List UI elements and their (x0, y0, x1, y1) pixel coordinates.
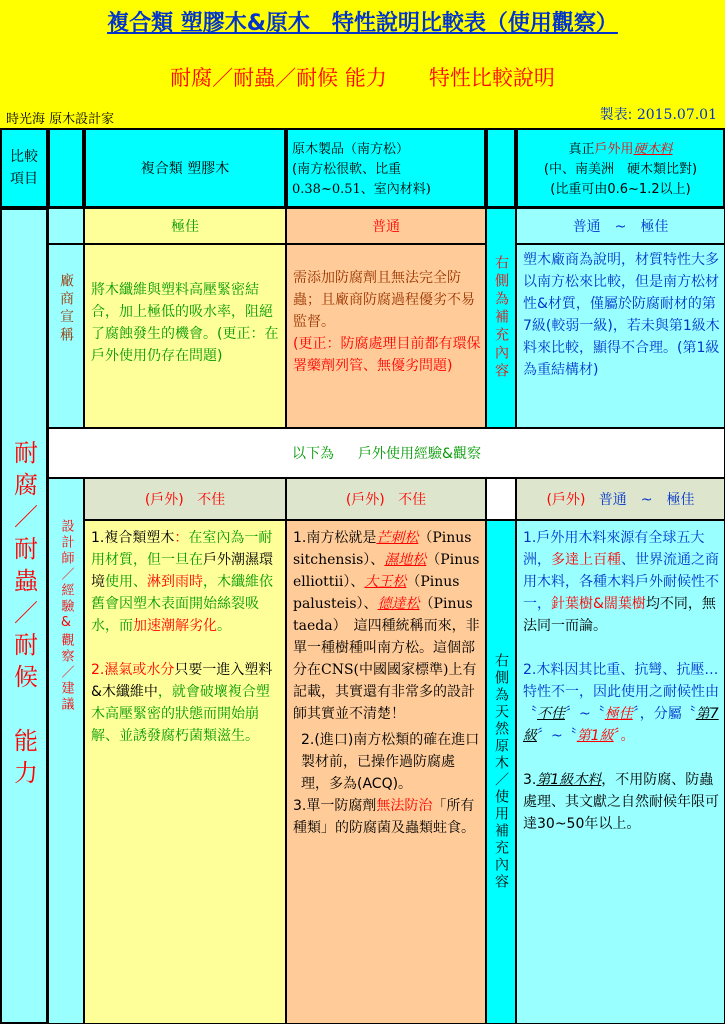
designer-log-cell (286, 520, 486, 1024)
designer-side-note (486, 520, 516, 1024)
header-hardwood-hard: 硬木料 (633, 142, 673, 157)
designer-hardwood-p2 (523, 659, 720, 747)
company-name: 時光海 原木設計家 (6, 112, 115, 127)
dh-p3-c: ，不用防腐、防蟲處理、其文獻之自然耐候年限可達30~50年以上。 (523, 772, 719, 832)
designer-rating-composite-a: (戶外) (144, 492, 184, 508)
header-composite-label: 複合類 塑膠木 (140, 161, 230, 177)
side-label: 耐腐／耐蟲／耐候 能力 (9, 440, 38, 792)
designer-log-p3 (293, 795, 481, 839)
header-hardwood (516, 128, 725, 208)
dh-p1-b: 多達上百種 (551, 552, 621, 568)
dl-p1-b: 芒刺松 (376, 530, 419, 546)
vendor-rating-log (286, 208, 486, 244)
prepared-label: 製表: (599, 107, 633, 123)
vendor-rating-hardwood-text: 普通 ~ 極佳 (572, 219, 669, 235)
designer-composite-p1 (91, 527, 281, 637)
header-log (286, 128, 486, 208)
designer-side-note-text: 右側為天然原木／使用補充內容 (493, 653, 509, 891)
dh-p3-a: 3. (523, 772, 537, 788)
header-spacer (48, 128, 84, 208)
header-hardwood-real: 真正 (568, 142, 595, 157)
designer-composite-cell (84, 520, 286, 1024)
header-hardwood-line3: (比重可由0.6~1.2以上) (550, 182, 691, 197)
dl-p1-g: （Pinus palusteis）、 (293, 574, 460, 612)
vendor-hardwood-cell (516, 244, 725, 428)
header-log-line1: 原木製品（南方松） (292, 142, 410, 157)
dh-p2-c: 〞~〝 (565, 706, 605, 722)
dc-p1-h: 加速潮解劣化 (133, 618, 217, 634)
designer-hardwood-p1 (523, 527, 720, 637)
designer-log-p1 (293, 527, 481, 725)
vendor-rating-composite (84, 208, 286, 244)
designer-rating-hardwood-a: (戶外) (546, 492, 586, 508)
divider-prefix: 以下為 (292, 446, 335, 462)
vendor-label: 廠商宣稱 (58, 273, 74, 345)
dh-p3-b: 第1級木料 (536, 772, 602, 788)
dh-p2-f: 第7級 (523, 706, 719, 744)
header-hardwood-line1 (522, 140, 719, 160)
dh-p1-a: 1.戶外用木料來源有全球五大洲， (523, 530, 705, 568)
dc-p2-b: 只要一進入塑料&木纖維中 (91, 662, 273, 700)
dh-p1-d: 針葉樹&闊葉樹 (551, 596, 646, 612)
dh-p1-c: 、世界流通之商用木料，各種木料戶外耐候性不一， (523, 552, 719, 612)
designer-side-blank (486, 478, 516, 520)
dh-p2-g: 〞~〝 (537, 728, 577, 744)
header-spacer-right (486, 128, 516, 208)
dc-p2-c: ，就會破壞複合塑木高壓緊密的狀態而開始崩解、並誘發腐朽菌類滋生。 (91, 684, 270, 744)
dl-p1-d: 濕地松 (384, 552, 427, 568)
designer-hardwood-p3 (523, 769, 720, 835)
dc-p1-i: 。 (217, 618, 231, 634)
dl-p3-b: 無法防治 (376, 798, 433, 814)
page-subtitle: 耐腐／耐蟲／耐候 能力 特性比較說明 (170, 66, 555, 90)
dc-p2-a: 2.濕氣或水分 (91, 662, 175, 678)
page-title: 複合類 塑膠木&原木 特性說明比較表（使用觀察） (107, 11, 618, 36)
designer-hardwood-cell (516, 520, 725, 1024)
vendor-side-note-text: 右側為補充內容 (493, 255, 509, 381)
vendor-log-fix: (更正：防腐處理目前都有環保署藥劑列管、無優劣問題) (293, 336, 481, 374)
dl-p1-i: （Pinus taeda） 這四種統稱而來，非單一種樹種叫南方松。這個部分在CNS(中國國家標準)上有記載，其實還有非常多的設計師其實並不清楚！ (293, 596, 480, 722)
dc-p1-c: 在室內為一耐用材質，但一旦在 (91, 530, 273, 568)
dh-p2-h: 第1級 (576, 728, 614, 744)
vendor-composite-text: 將木纖維與塑料高壓緊密結合，加上極低的吸水率，阻絕了腐蝕發生的機會。 (91, 282, 273, 342)
side-label-cell (0, 208, 48, 1024)
header-hardwood-outdoor: 戶外用 (594, 142, 634, 157)
designer-rating-log-a: (戶外) (345, 492, 385, 508)
dc-p1-f: 淋到雨時 (147, 574, 203, 590)
dh-p2-i: 〞。 (613, 728, 635, 744)
dl-p1-c: （Pinus sitchensis）、 (293, 530, 472, 568)
header-log-line3: 0.38~0.51、室內材料) (292, 182, 431, 197)
header-log-line2: (南方松很軟、比重 (292, 162, 402, 177)
header-compare-item (0, 128, 48, 208)
designer-label-cell (48, 478, 84, 1024)
designer-rating-log (286, 478, 486, 520)
vendor-side-note (486, 208, 516, 428)
dh-p2-b: 不佳 (537, 706, 565, 722)
dh-p2-d: 極佳 (604, 706, 633, 722)
dl-p3-c: 「所有種類」的防腐菌及蟲類蛀食。 (293, 798, 475, 836)
dh-p2-e: 〞，分屬〝 (632, 706, 696, 722)
designer-rating-composite (84, 478, 286, 520)
vendor-log-text: 需添加防腐劑且無法完全防蟲；且廠商防腐過程優劣不易監督。 (293, 270, 475, 330)
designer-rating-hardwood-b: 普通 ~ 極佳 (598, 492, 695, 508)
vendor-composite-cell (84, 244, 286, 428)
header-compare-item-label: 比較項目 (10, 149, 38, 187)
designer-rating-hardwood (516, 478, 725, 520)
dl-p3-a: 3.單一防腐劑 (293, 798, 377, 814)
header-hardwood-line2: (中、南美洲 硬木類比對) (543, 162, 698, 177)
designer-rating-log-b: 不佳 (398, 492, 427, 508)
dl-p1-a: 1.南方松就是 (293, 530, 377, 546)
prepared-date (600, 104, 717, 124)
divider-row (48, 428, 725, 478)
vendor-rating-hardwood (516, 208, 725, 244)
vendor-rating-composite-text: 極佳 (171, 219, 199, 235)
dl-p1-e: （Pinus elliottii）、 (293, 552, 480, 590)
dh-p1-e: 均不同，無法同一而論。 (523, 596, 716, 634)
dc-p1-a: 1.複合類塑木 (91, 530, 175, 546)
dc-p1-e: 使用、 (105, 574, 147, 590)
dc-p1-d: 戶外潮濕環境 (91, 552, 273, 590)
designer-label: 設計師／經驗&觀察／建議 (58, 519, 74, 713)
dh-p2-a: 2.木料因其比重、抗彎、抗壓…特性不一，因此使用之耐候性由〝 (523, 662, 719, 722)
vendor-hardwood-text: 塑木廠商為說明，材質特性大多以南方松來比較，但是南方松材性&材質，僅屬於防腐耐材的第7級(較弱一級)，若未與第1級木料來比較，顯得不合理。(第1級為重結構材) (523, 252, 720, 378)
divider-text: 戶外使用經驗&觀察 (358, 446, 481, 462)
vendor-log-cell (286, 244, 486, 428)
designer-composite-p2 (91, 659, 281, 747)
header-composite (84, 128, 286, 208)
designer-rating-composite-b: 不佳 (197, 492, 226, 508)
vendor-label-top (48, 208, 84, 244)
dl-p1-h: 德達松 (377, 596, 420, 612)
dl-p1-f: 大王松 (364, 574, 407, 590)
prepared-date-value: 2015.07.01 (636, 107, 717, 123)
vendor-label-cell (48, 244, 84, 428)
vendor-rating-log-text: 普通 (372, 219, 400, 235)
dc-p1-b: ： (174, 530, 189, 546)
vendor-composite-fix: (更正：在戶外使用仍存在問題) (91, 326, 279, 364)
designer-log-p2: 2.(進口)南方松類的確在進口製材前，已操作過防腐處理，多為(ACQ)。 (301, 732, 480, 792)
dc-p1-g: ，木纖維依舊會因塑木表面開始絲裂吸水，而 (91, 574, 273, 634)
